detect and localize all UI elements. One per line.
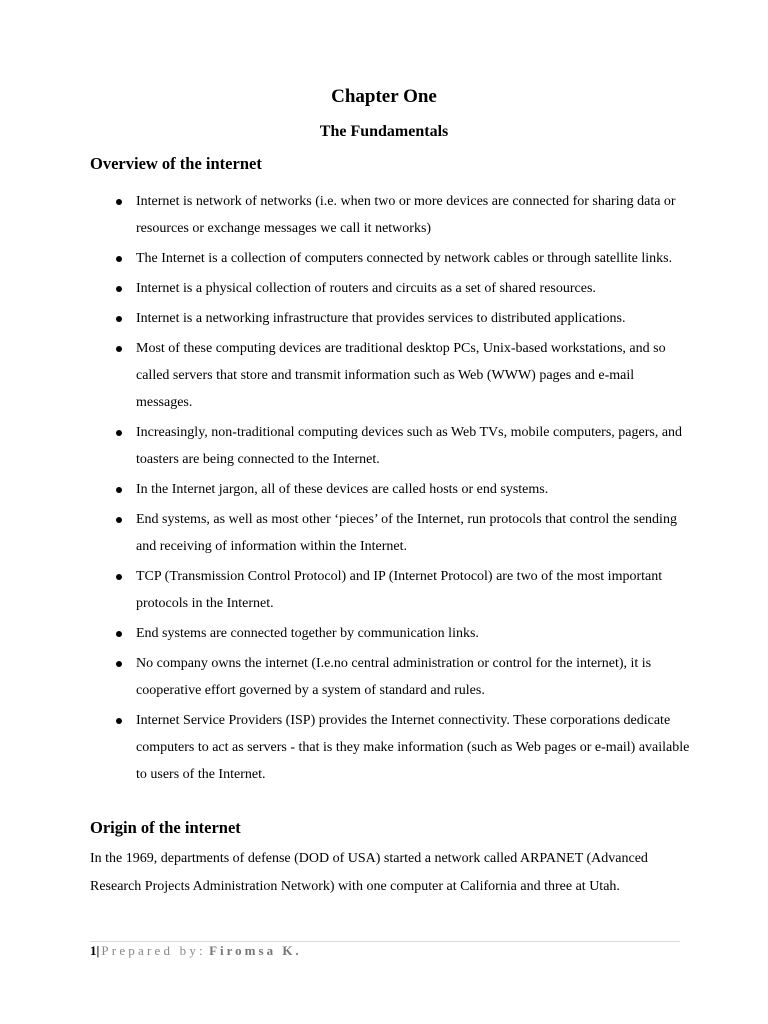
footer-label: Prepared by: [101,943,206,958]
footer-divider [90,941,680,942]
bullet-text: The Internet is a collection of computers connected by network cables or through satellite links. [136,251,673,266]
bullet-text: No company owns the internet (I.e.no central administration or control for the internet), it is cooperative effort governed by a system of standard and rules. [136,656,652,698]
bullet-text: In the Internet jargon, all of these devices are called hosts or end systems. [136,482,549,497]
bullet-dot-icon [116,316,122,322]
bullet-dot-icon [116,517,122,523]
bullet-dot-icon [116,430,122,436]
bullet-dot-icon [116,631,122,637]
list-item [90,506,690,560]
section-heading-origin: Origin of the internet [90,818,241,837]
bullet-text: End systems, as well as most other ‘pieces’ of the Internet, run protocols that control the sending and receiving of information within the Internet. [136,512,677,554]
overview-bullet-list [90,188,690,791]
chapter-title: Chapter One [331,86,437,107]
bullet-dot-icon [116,199,122,205]
list-item [90,335,690,416]
list-item [90,188,690,242]
bullet-dot-icon [116,574,122,580]
list-item [90,275,690,302]
list-item [90,476,690,503]
page-number: 1 [90,943,97,958]
section-heading-overview: Overview of the internet [90,154,262,173]
list-item [90,305,690,332]
bullet-dot-icon [116,256,122,262]
bullet-text: Most of these computing devices are traditional desktop PCs, Unix-based workstations, and so called servers that store and transmit information such as Web (WWW) pages and e-mail messages. [136,341,666,410]
list-item [90,707,690,788]
list-item [90,419,690,473]
list-item [90,563,690,617]
bullet-text: Internet is network of networks (i.e. when two or more devices are connected for sharing data or resources or exchange messages we call it networks) [136,194,676,236]
bullet-text: Internet Service Providers (ISP) provides the Internet connectivity. These corporations dedicate computers to act as servers - that is they make information (such as Web pages or e-mail) available to users of the Internet. [136,713,690,782]
bullet-dot-icon [116,487,122,493]
bullet-dot-icon [116,286,122,292]
bullet-dot-icon [116,661,122,667]
chapter-subtitle: The Fundamentals [319,123,449,140]
bullet-dot-icon [116,346,122,352]
footer-author: Firomsa K. [209,943,302,958]
origin-paragraph: In the 1969, departments of defense (DOD of USA) started a network called ARPANET (Advanced Research Projects Administration Network) with one computer at California and three at Utah. [90,851,648,894]
bullet-text: TCP (Transmission Control Protocol) and IP (Internet Protocol) are two of the most important protocols in the Internet. [136,569,663,611]
bullet-text: Increasingly, non-traditional computing devices such as Web TVs, mobile computers, pagers, and toasters are being connected to the Internet. [136,425,683,467]
list-item [90,650,690,704]
bullet-dot-icon [116,718,122,724]
bullet-text: End systems are connected together by communication links. [136,626,479,641]
list-item [90,620,690,647]
page-footer [90,943,302,959]
bullet-text: Internet is a networking infrastructure that provides services to distributed applications. [136,311,626,326]
bullet-text: Internet is a physical collection of routers and circuits as a set of shared resources. [136,281,596,296]
list-item [90,245,690,272]
footer-separator: | [96,943,100,958]
